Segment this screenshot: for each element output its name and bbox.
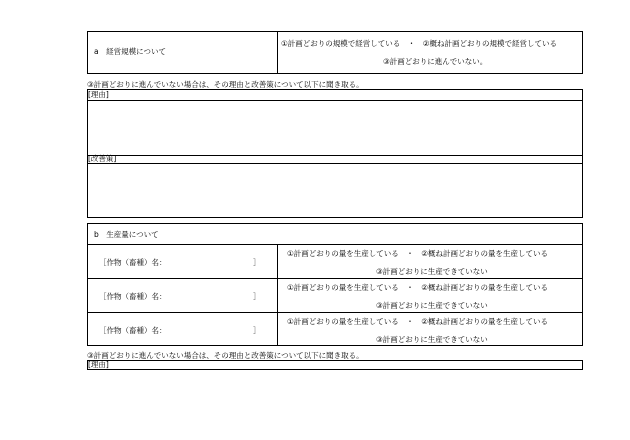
improvement-label: [改善策] xyxy=(88,154,117,163)
section-a-note: ③計画どおりに進んでいない場合は、その理由と改善策について以下に聞き取る。 xyxy=(87,80,364,89)
section-b-header-line xyxy=(87,244,583,245)
row-option-line2: ③計画どおりに生産できていない xyxy=(376,267,488,276)
crop-label: ［作物（畜種）名： xyxy=(99,292,167,301)
crop-label: ［作物（畜種）名： xyxy=(99,258,167,267)
crop-close-bracket: ］ xyxy=(253,258,261,267)
reason-improvement-box xyxy=(87,89,583,218)
row-option-line1: ①計画どおりの量を生産している ・ ②概ね計画どおりの量を生産している xyxy=(287,283,548,292)
reason-header-line xyxy=(87,100,583,101)
row-option-line1: ①計画どおりの量を生産している ・ ②概ね計画どおりの量を生産している xyxy=(287,249,548,258)
section-b-row-line-2 xyxy=(87,312,583,313)
improvement-divider xyxy=(87,155,583,156)
section-a-label: a 経営規模について xyxy=(94,47,166,56)
crop-close-bracket: ］ xyxy=(253,326,261,335)
row-option-line2: ③計画どおりに生産できていない xyxy=(376,335,488,344)
row-option-line2: ③計画どおりに生産できていない xyxy=(376,301,488,310)
section-a-option-line2: ③計画どおりに進んでいない。 xyxy=(383,57,488,66)
section-b-divider xyxy=(277,244,278,346)
section-a-option-line1: ①計画どおりの規模で経営している ・ ②概ね計画どおりの規模で経営している xyxy=(281,39,557,48)
crop-label: ［作物（畜種）名： xyxy=(99,326,167,335)
section-b-row-line-1 xyxy=(87,278,583,279)
improvement-header-line xyxy=(87,163,583,164)
reason-box-b xyxy=(87,360,583,370)
reason-label-b: [理由] xyxy=(88,360,109,369)
row-option-line1: ①計画どおりの量を生産している ・ ②概ね計画どおりの量を生産している xyxy=(287,317,548,326)
reason-label: [理由] xyxy=(88,90,109,99)
section-b-label: b 生産量について xyxy=(94,230,159,239)
section-b-note: ③計画どおりに進んでいない場合は、その理由と改善策について以下に聞き取る。 xyxy=(87,351,364,360)
crop-close-bracket: ］ xyxy=(253,292,261,301)
section-a-divider xyxy=(277,31,278,74)
